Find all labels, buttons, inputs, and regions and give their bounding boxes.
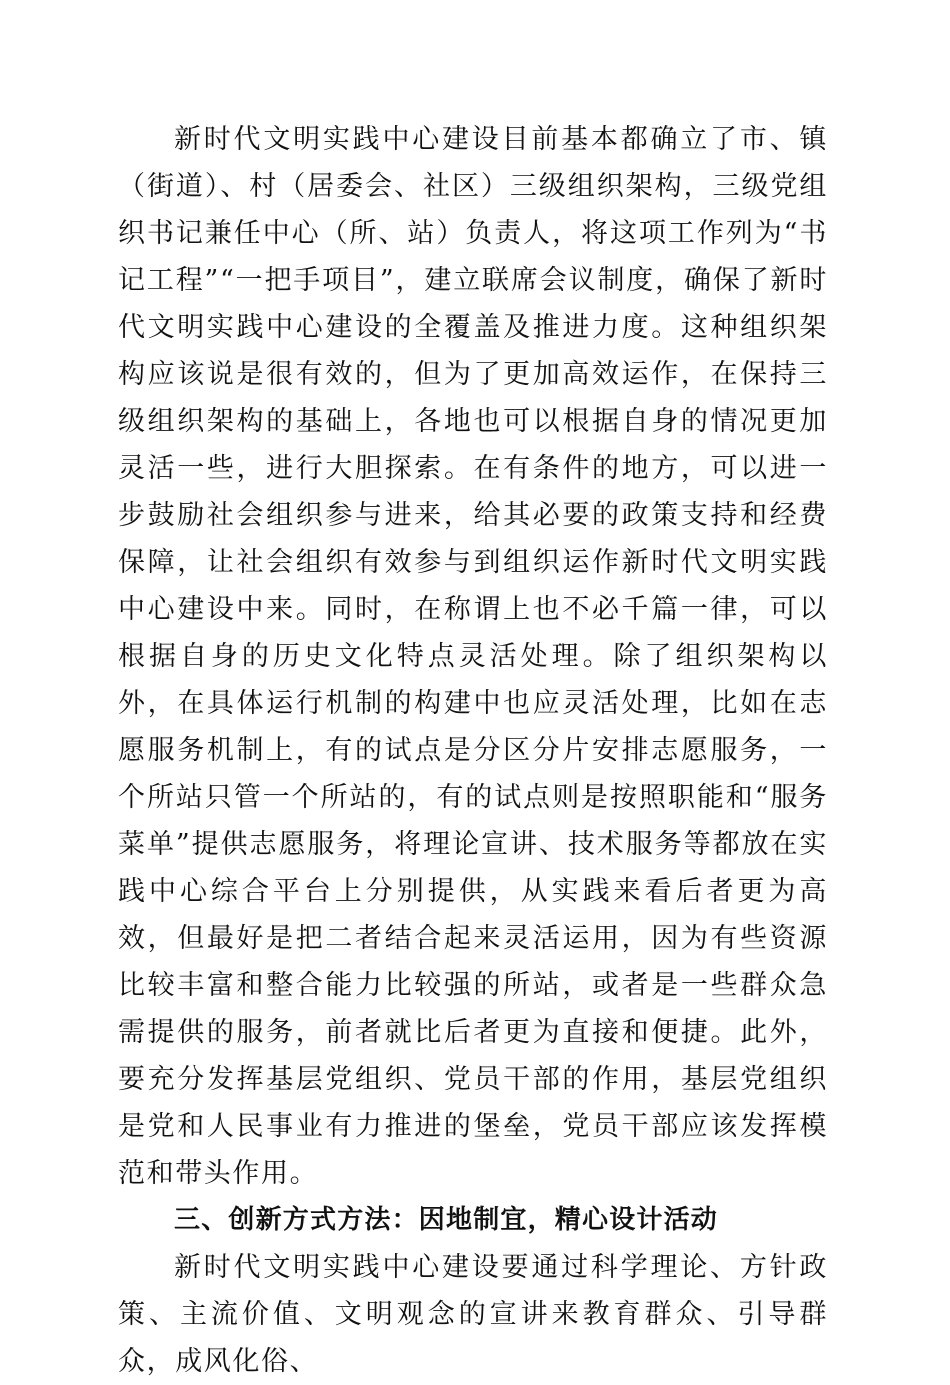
body-paragraph: 新时代文明实践中心建设目前基本都确立了市、镇（街道）、村（居委会、社区）三级组织架构，三级党组织书记兼任中心（所、站）负责人，将这项工作列为“书记工程”“一把手项目”，建立联席会议制度，确保了新时代文明实践中心建设的全覆盖及推进力度。这种组织架构应该说是很有效的，但为了更加高效运作，在保持三级组织架构的基础上，各地也可以根据自身的情况更加灵活一些，进行大胆探索。在有条件的地方，可以进一步鼓励社会组织参与进来，给其必要的政策支持和经费保障，让社会组织有效参与到组织运作新时代文明实践中心建设中来。同时，在称谓上也不必千篇一律，可以根据自身的历史文化特点灵活处理。除了组织架构以外，在具体运行机制的构建中也应灵活处理，比如在志愿服务机制上，有的试点是分区分片安排志愿服务，一个所站只管一个所站的，有的试点则是按照职能和“服务菜单”提供志愿服务，将理论宣讲、技术服务等都放在实践中心综合平台上分别提供，从实践来看后者更为高效，但最好是把二者结合起来灵活运用，因为有些资源比较丰富和整合能力比较强的所站，或者是一些群众急需提供的服务，前者就比后者更为直接和便捷。此外，要充分发挥基层党组织、党员干部的作用，基层党组织是党和人民事业有力推进的堡垒，党员干部应该发挥模范和带头作用。 (118, 124, 828, 1189)
document-body (118, 116, 828, 1385)
section-heading: 三、创新方式方法：因地制宜，精心设计活动 (174, 1205, 719, 1235)
body-paragraph: 新时代文明实践中心建设要通过科学理论、方针政策、主流价值、文明观念的宣讲来教育群众、引导群众，成风化俗、 (118, 1252, 828, 1377)
